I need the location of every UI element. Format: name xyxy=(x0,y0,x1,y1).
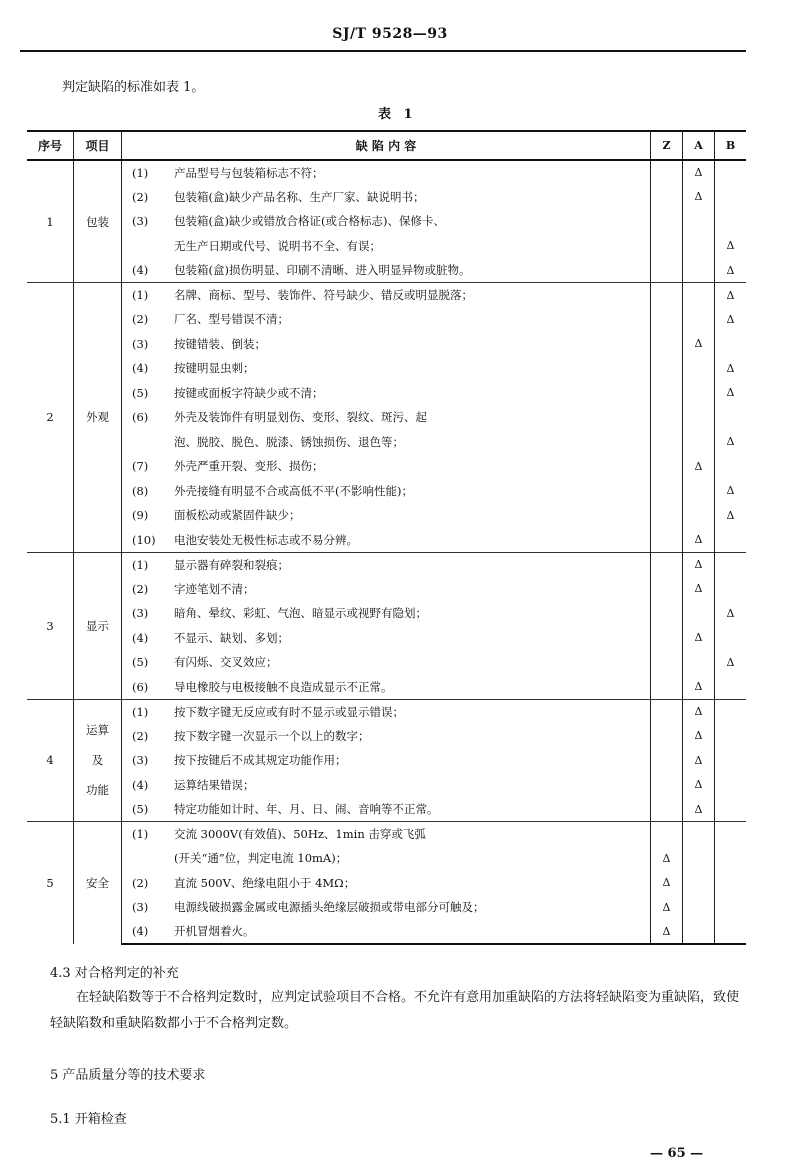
table-row xyxy=(27,552,746,577)
col-header-item: 项目 xyxy=(74,131,122,160)
grade-cell-b xyxy=(715,577,747,602)
grade-cell-a xyxy=(683,405,715,430)
grade-cell-z xyxy=(651,601,683,626)
defect-description xyxy=(122,209,651,234)
defect-index: (1) xyxy=(132,165,149,180)
grade-cell-z xyxy=(651,503,683,528)
defect-text: 暗角、晕纹、彩虹、气泡、暗显示或视野有隐划； xyxy=(174,606,427,621)
defect-description xyxy=(122,895,651,920)
defect-index: (2) xyxy=(132,189,149,204)
table-row xyxy=(27,748,746,773)
grade-cell-z xyxy=(651,626,683,651)
table-row xyxy=(27,356,746,381)
row-number: 3 xyxy=(27,552,74,699)
table-row xyxy=(27,405,746,430)
table-row xyxy=(27,577,746,602)
table-row xyxy=(27,283,746,308)
defect-description xyxy=(122,405,651,430)
grade-cell-a xyxy=(683,797,715,822)
defect-text: 按键明显虫刺； xyxy=(174,361,255,376)
grade-cell-z xyxy=(651,650,683,675)
triangle-mark-icon: Δ xyxy=(694,729,703,743)
triangle-mark-icon: Δ xyxy=(694,705,703,718)
grade-cell-z xyxy=(651,748,683,773)
triangle-mark-icon: Δ xyxy=(694,337,703,351)
grade-cell-z xyxy=(651,552,683,577)
defect-description xyxy=(122,356,651,381)
row-item: 安全 xyxy=(74,822,122,945)
table-row xyxy=(27,846,746,871)
defect-index: (1) xyxy=(132,827,149,841)
defect-description xyxy=(122,160,651,185)
defect-description xyxy=(122,479,651,504)
table-row xyxy=(27,503,746,528)
grade-cell-b xyxy=(715,430,747,455)
table-row xyxy=(27,234,746,259)
defect-text: 包装箱(盒)缺少或错放合格证(或合格标志)、保修卡、 xyxy=(174,214,445,229)
grade-cell-b xyxy=(715,601,747,626)
table-row xyxy=(27,160,746,185)
triangle-mark-icon: Δ xyxy=(694,778,703,792)
col-header-a: A xyxy=(683,131,715,160)
grade-cell-z xyxy=(651,356,683,381)
defect-description xyxy=(122,430,651,455)
grade-cell-b xyxy=(715,528,747,553)
row-item: 包装 xyxy=(74,160,122,283)
defect-criteria-table xyxy=(27,130,746,945)
table-row xyxy=(27,675,746,700)
grade-cell-a xyxy=(683,381,715,406)
grade-cell-b xyxy=(715,307,747,332)
grade-cell-z xyxy=(651,209,683,234)
table-row xyxy=(27,773,746,798)
grade-cell-b xyxy=(715,920,747,945)
col-header-b: B xyxy=(715,131,747,160)
grade-cell-a xyxy=(683,577,715,602)
defect-text: 按下数字键无反应或有时不显示或显示错误； xyxy=(174,704,404,719)
grade-cell-a xyxy=(683,356,715,381)
defect-description xyxy=(122,846,651,871)
col-header-no: 序号 xyxy=(27,131,74,160)
grade-cell-b xyxy=(715,626,747,651)
grade-cell-z xyxy=(651,797,683,822)
grade-cell-a xyxy=(683,332,715,357)
defect-description xyxy=(122,528,651,553)
defect-text: 开机冒烟着火。 xyxy=(174,924,255,939)
section-5-title: 5 产品质量分等的技术要求 xyxy=(50,1068,206,1083)
triangle-mark-icon: Δ xyxy=(694,802,703,816)
col-header-content: 缺 陷 内 容 xyxy=(122,131,651,160)
grade-cell-b xyxy=(715,675,747,700)
defect-description xyxy=(122,307,651,332)
defect-description xyxy=(122,797,651,822)
grade-cell-b xyxy=(715,209,747,234)
defect-description xyxy=(122,748,651,773)
defect-text: 外壳接缝有明显不合或高低不平(不影响性能)； xyxy=(174,483,413,498)
grade-cell-a xyxy=(683,626,715,651)
grade-cell-a xyxy=(683,748,715,773)
table-row xyxy=(27,626,746,651)
grade-cell-a xyxy=(683,209,715,234)
row-item: 外观 xyxy=(74,283,122,553)
table-row xyxy=(27,822,746,847)
grade-cell-z xyxy=(651,160,683,185)
grade-cell-z xyxy=(651,185,683,210)
grade-cell-a xyxy=(683,601,715,626)
defect-index: (4) xyxy=(132,361,149,376)
triangle-mark-icon: Δ xyxy=(662,876,671,890)
grade-cell-z xyxy=(651,871,683,896)
triangle-mark-icon: Δ xyxy=(662,851,671,865)
triangle-mark-icon: Δ xyxy=(726,386,735,400)
defect-index: (6) xyxy=(132,679,149,694)
table-row xyxy=(27,479,746,504)
grade-cell-b xyxy=(715,748,747,773)
row-item: 显示 xyxy=(74,552,122,699)
grade-cell-z xyxy=(651,699,683,724)
grade-cell-z xyxy=(651,381,683,406)
table-body xyxy=(27,160,746,944)
grade-cell-a xyxy=(683,258,715,283)
grade-cell-a xyxy=(683,724,715,749)
grade-cell-b xyxy=(715,552,747,577)
defect-description xyxy=(122,773,651,798)
defect-index: (3) xyxy=(132,214,149,229)
triangle-mark-icon: Δ xyxy=(726,239,735,253)
defect-description xyxy=(122,552,651,577)
defect-description xyxy=(122,699,651,724)
table-row xyxy=(27,650,746,675)
grade-cell-b xyxy=(715,160,747,185)
defect-text: 按下数字键一次显示一个以上的数字； xyxy=(174,728,370,743)
grade-cell-a xyxy=(683,675,715,700)
defect-index: (7) xyxy=(132,459,149,474)
grade-cell-b xyxy=(715,895,747,920)
triangle-mark-icon: Δ xyxy=(694,190,703,204)
grade-cell-a xyxy=(683,283,715,308)
grade-cell-a xyxy=(683,503,715,528)
defect-index xyxy=(122,851,174,865)
defect-index: (3) xyxy=(132,753,149,768)
defect-text: 电池安装处无极性标志或不易分辨。 xyxy=(174,532,358,547)
defect-description xyxy=(122,381,651,406)
defect-index: (4) xyxy=(132,777,149,792)
table-row xyxy=(27,920,746,945)
grade-cell-z xyxy=(651,528,683,553)
defect-index: (10) xyxy=(132,532,156,547)
table-row xyxy=(27,209,746,234)
grade-cell-a xyxy=(683,822,715,847)
defect-text: 运算结果错误； xyxy=(174,777,255,792)
defect-text: 厂名、型号错误不清； xyxy=(174,312,289,327)
grade-cell-z xyxy=(651,234,683,259)
defect-index: (3) xyxy=(132,900,149,915)
triangle-mark-icon: Δ xyxy=(662,900,671,914)
grade-cell-b xyxy=(715,797,747,822)
grade-cell-z xyxy=(651,307,683,332)
defect-text: 名牌、商标、型号、装饰件、符号缺少、错反或明显脱落； xyxy=(174,288,473,302)
table-row xyxy=(27,895,746,920)
grade-cell-b xyxy=(715,699,747,724)
table-row xyxy=(27,307,746,332)
defect-text: 包装箱(盒)缺少产品名称、生产厂家、缺说明书； xyxy=(174,189,425,204)
table-row xyxy=(27,601,746,626)
defect-description xyxy=(122,454,651,479)
table-header-row xyxy=(27,131,746,160)
defect-description xyxy=(122,234,651,259)
grade-cell-a xyxy=(683,773,715,798)
defect-description xyxy=(122,920,651,945)
defect-index: (2) xyxy=(132,312,149,327)
grade-cell-a xyxy=(683,454,715,479)
grade-cell-a xyxy=(683,846,715,871)
defect-index: (6) xyxy=(132,410,149,425)
table-row xyxy=(27,430,746,455)
defect-index: (1) xyxy=(132,704,149,719)
defect-text: 包装箱(盒)损伤明显、印刷不清晰、进入明显异物或脏物。 xyxy=(174,263,471,277)
grade-cell-b xyxy=(715,650,747,675)
defect-index: (2) xyxy=(132,581,149,596)
defect-index: (3) xyxy=(132,606,149,621)
defect-text: 电源线破损露金属或电源插头绝缘层破损或带电部分可触及； xyxy=(174,900,485,915)
grade-cell-b xyxy=(715,258,747,283)
defect-index xyxy=(122,435,174,449)
table-row xyxy=(27,724,746,749)
table-row xyxy=(27,871,746,896)
table-row xyxy=(27,258,746,283)
intro-text: 判定缺陷的标准如表 1。 xyxy=(62,80,205,95)
grade-cell-b xyxy=(715,332,747,357)
defect-text: 有闪烁、交叉效应； xyxy=(174,655,278,670)
section-5-1-title: 5.1 开箱检查 xyxy=(50,1112,127,1127)
grade-cell-a xyxy=(683,307,715,332)
defect-description xyxy=(122,650,651,675)
grade-cell-b xyxy=(715,503,747,528)
defect-index: (2) xyxy=(132,728,149,743)
defect-text: 泡、脱胶、脱色、脱漆、锈蚀损伤、退色等； xyxy=(174,434,404,449)
grade-cell-z xyxy=(651,675,683,700)
defect-text: 按键错装、倒装； xyxy=(174,336,266,351)
grade-cell-a xyxy=(683,699,715,724)
triangle-mark-icon: Δ xyxy=(726,312,735,326)
triangle-mark-icon: Δ xyxy=(694,533,703,546)
grade-cell-a xyxy=(683,479,715,504)
col-header-z: Z xyxy=(651,131,683,160)
triangle-mark-icon: Δ xyxy=(726,435,735,449)
triangle-mark-icon: Δ xyxy=(726,263,735,277)
grade-cell-z xyxy=(651,724,683,749)
defect-text: 按键或面板字符缺少或不清； xyxy=(174,385,324,400)
defect-index: (5) xyxy=(132,802,149,816)
defect-index: (5) xyxy=(132,385,149,400)
triangle-mark-icon: Δ xyxy=(694,680,703,693)
grade-cell-z xyxy=(651,773,683,798)
defect-index xyxy=(122,239,174,253)
row-item: 运算 及 功能 xyxy=(74,699,122,822)
triangle-mark-icon: Δ xyxy=(726,606,735,620)
grade-cell-z xyxy=(651,920,683,945)
grade-cell-a xyxy=(683,650,715,675)
defect-description xyxy=(122,675,651,700)
grade-cell-a xyxy=(683,552,715,577)
triangle-mark-icon: Δ xyxy=(662,924,671,938)
grade-cell-a xyxy=(683,895,715,920)
document-header: SJ/T 9528—93 xyxy=(332,26,448,42)
triangle-mark-icon: Δ xyxy=(726,361,735,375)
triangle-mark-icon: Δ xyxy=(726,288,735,302)
grade-cell-b xyxy=(715,234,747,259)
table-row xyxy=(27,185,746,210)
defect-description xyxy=(122,724,651,749)
section-4-3-body: 在轻缺陷数等于不合格判定数时，应判定试验项目不合格。不允许有意用加重缺陷的方法将轻缺陷变为重缺陷，致使轻缺陷数和重缺陷数都小于不合格判定数。 xyxy=(50,990,740,1031)
grade-cell-z xyxy=(651,846,683,871)
table-row xyxy=(27,381,746,406)
grade-cell-b xyxy=(715,724,747,749)
table-row xyxy=(27,699,746,724)
grade-cell-z xyxy=(651,454,683,479)
grade-cell-b xyxy=(715,283,747,308)
defect-index: (3) xyxy=(132,336,149,351)
grade-cell-z xyxy=(651,822,683,847)
triangle-mark-icon: Δ xyxy=(726,508,735,522)
page-number: — 65 — xyxy=(650,1146,704,1161)
grade-cell-z xyxy=(651,430,683,455)
defect-text: 字迹笔划不清； xyxy=(174,581,255,596)
defect-description xyxy=(122,185,651,210)
grade-cell-b xyxy=(715,185,747,210)
defect-index: (4) xyxy=(132,263,149,277)
grade-cell-b xyxy=(715,479,747,504)
defect-index: (2) xyxy=(132,875,149,890)
defect-text: 不显示、缺划、多划； xyxy=(174,630,289,645)
defect-index: (5) xyxy=(132,655,149,670)
table-row xyxy=(27,332,746,357)
defect-index: (8) xyxy=(132,483,149,498)
grade-cell-z xyxy=(651,283,683,308)
grade-cell-b xyxy=(715,356,747,381)
defect-description xyxy=(122,503,651,528)
grade-cell-a xyxy=(683,871,715,896)
table-caption: 表 1 xyxy=(378,107,417,122)
defect-description xyxy=(122,626,651,651)
defect-description xyxy=(122,283,651,308)
defect-text: 导电橡胶与电极接触不良造成显示不正常。 xyxy=(174,679,393,694)
defect-index: (9) xyxy=(132,508,149,523)
table-row xyxy=(27,797,746,822)
grade-cell-z xyxy=(651,479,683,504)
grade-cell-b xyxy=(715,822,747,847)
grade-cell-a xyxy=(683,430,715,455)
grade-cell-z xyxy=(651,332,683,357)
defect-text: 特定功能如计时、年、月、日、闹、音响等不正常。 xyxy=(174,802,439,816)
defect-index: (4) xyxy=(132,630,149,645)
grade-cell-a xyxy=(683,160,715,185)
defect-description xyxy=(122,822,651,847)
defect-index: (1) xyxy=(132,557,149,572)
defect-text: 产品型号与包装箱标志不符； xyxy=(174,165,324,180)
defect-index: (4) xyxy=(132,924,149,939)
grade-cell-b xyxy=(715,381,747,406)
grade-cell-a xyxy=(683,185,715,210)
grade-cell-b xyxy=(715,846,747,871)
defect-text: 外壳严重开裂、变形、损伤； xyxy=(174,459,324,474)
triangle-mark-icon: Δ xyxy=(694,753,703,767)
grade-cell-b xyxy=(715,773,747,798)
defect-description xyxy=(122,871,651,896)
triangle-mark-icon: Δ xyxy=(694,631,703,645)
defect-text: 直流 500V、绝缘电阻小于 4MΩ； xyxy=(174,875,356,890)
triangle-mark-icon: Δ xyxy=(726,484,735,498)
defect-index: (1) xyxy=(132,288,149,302)
grade-cell-z xyxy=(651,895,683,920)
defect-description xyxy=(122,258,651,283)
triangle-mark-icon: Δ xyxy=(694,582,703,596)
grade-cell-b xyxy=(715,405,747,430)
defect-description xyxy=(122,601,651,626)
table-row xyxy=(27,528,746,553)
row-number: 2 xyxy=(27,283,74,553)
grade-cell-b xyxy=(715,454,747,479)
defect-text: (开关“通”位，判定电流 10mA)； xyxy=(174,851,348,866)
triangle-mark-icon: Δ xyxy=(694,558,703,571)
row-number: 5 xyxy=(27,822,74,945)
row-number: 1 xyxy=(27,160,74,283)
header-rule xyxy=(20,50,746,52)
grade-cell-b xyxy=(715,871,747,896)
defect-text: 交流 3000V(有效值)、50Hz、1min 击穿或飞弧 xyxy=(174,827,426,841)
grade-cell-z xyxy=(651,258,683,283)
grade-cell-a xyxy=(683,528,715,553)
row-number: 4 xyxy=(27,699,74,822)
defect-description xyxy=(122,332,651,357)
defect-text: 显示器有碎裂和裂痕； xyxy=(174,557,289,572)
defect-text: 面板松动或紧固件缺少； xyxy=(174,508,301,523)
grade-cell-a xyxy=(683,234,715,259)
triangle-mark-icon: Δ xyxy=(694,459,703,473)
defect-text: 无生产日期或代号、说明书不全、有误； xyxy=(174,238,381,253)
grade-cell-a xyxy=(683,920,715,945)
defect-text: 按下按键后不成其规定功能作用； xyxy=(174,753,347,768)
triangle-mark-icon: Δ xyxy=(694,166,703,180)
triangle-mark-icon: Δ xyxy=(726,655,735,669)
defect-text: 外壳及装饰件有明显划伤、变形、裂纹、斑污、起 xyxy=(174,410,427,425)
section-4-3-title: 4.3 对合格判定的补充 xyxy=(50,966,179,981)
table-row xyxy=(27,454,746,479)
grade-cell-z xyxy=(651,577,683,602)
defect-description xyxy=(122,577,651,602)
grade-cell-z xyxy=(651,405,683,430)
